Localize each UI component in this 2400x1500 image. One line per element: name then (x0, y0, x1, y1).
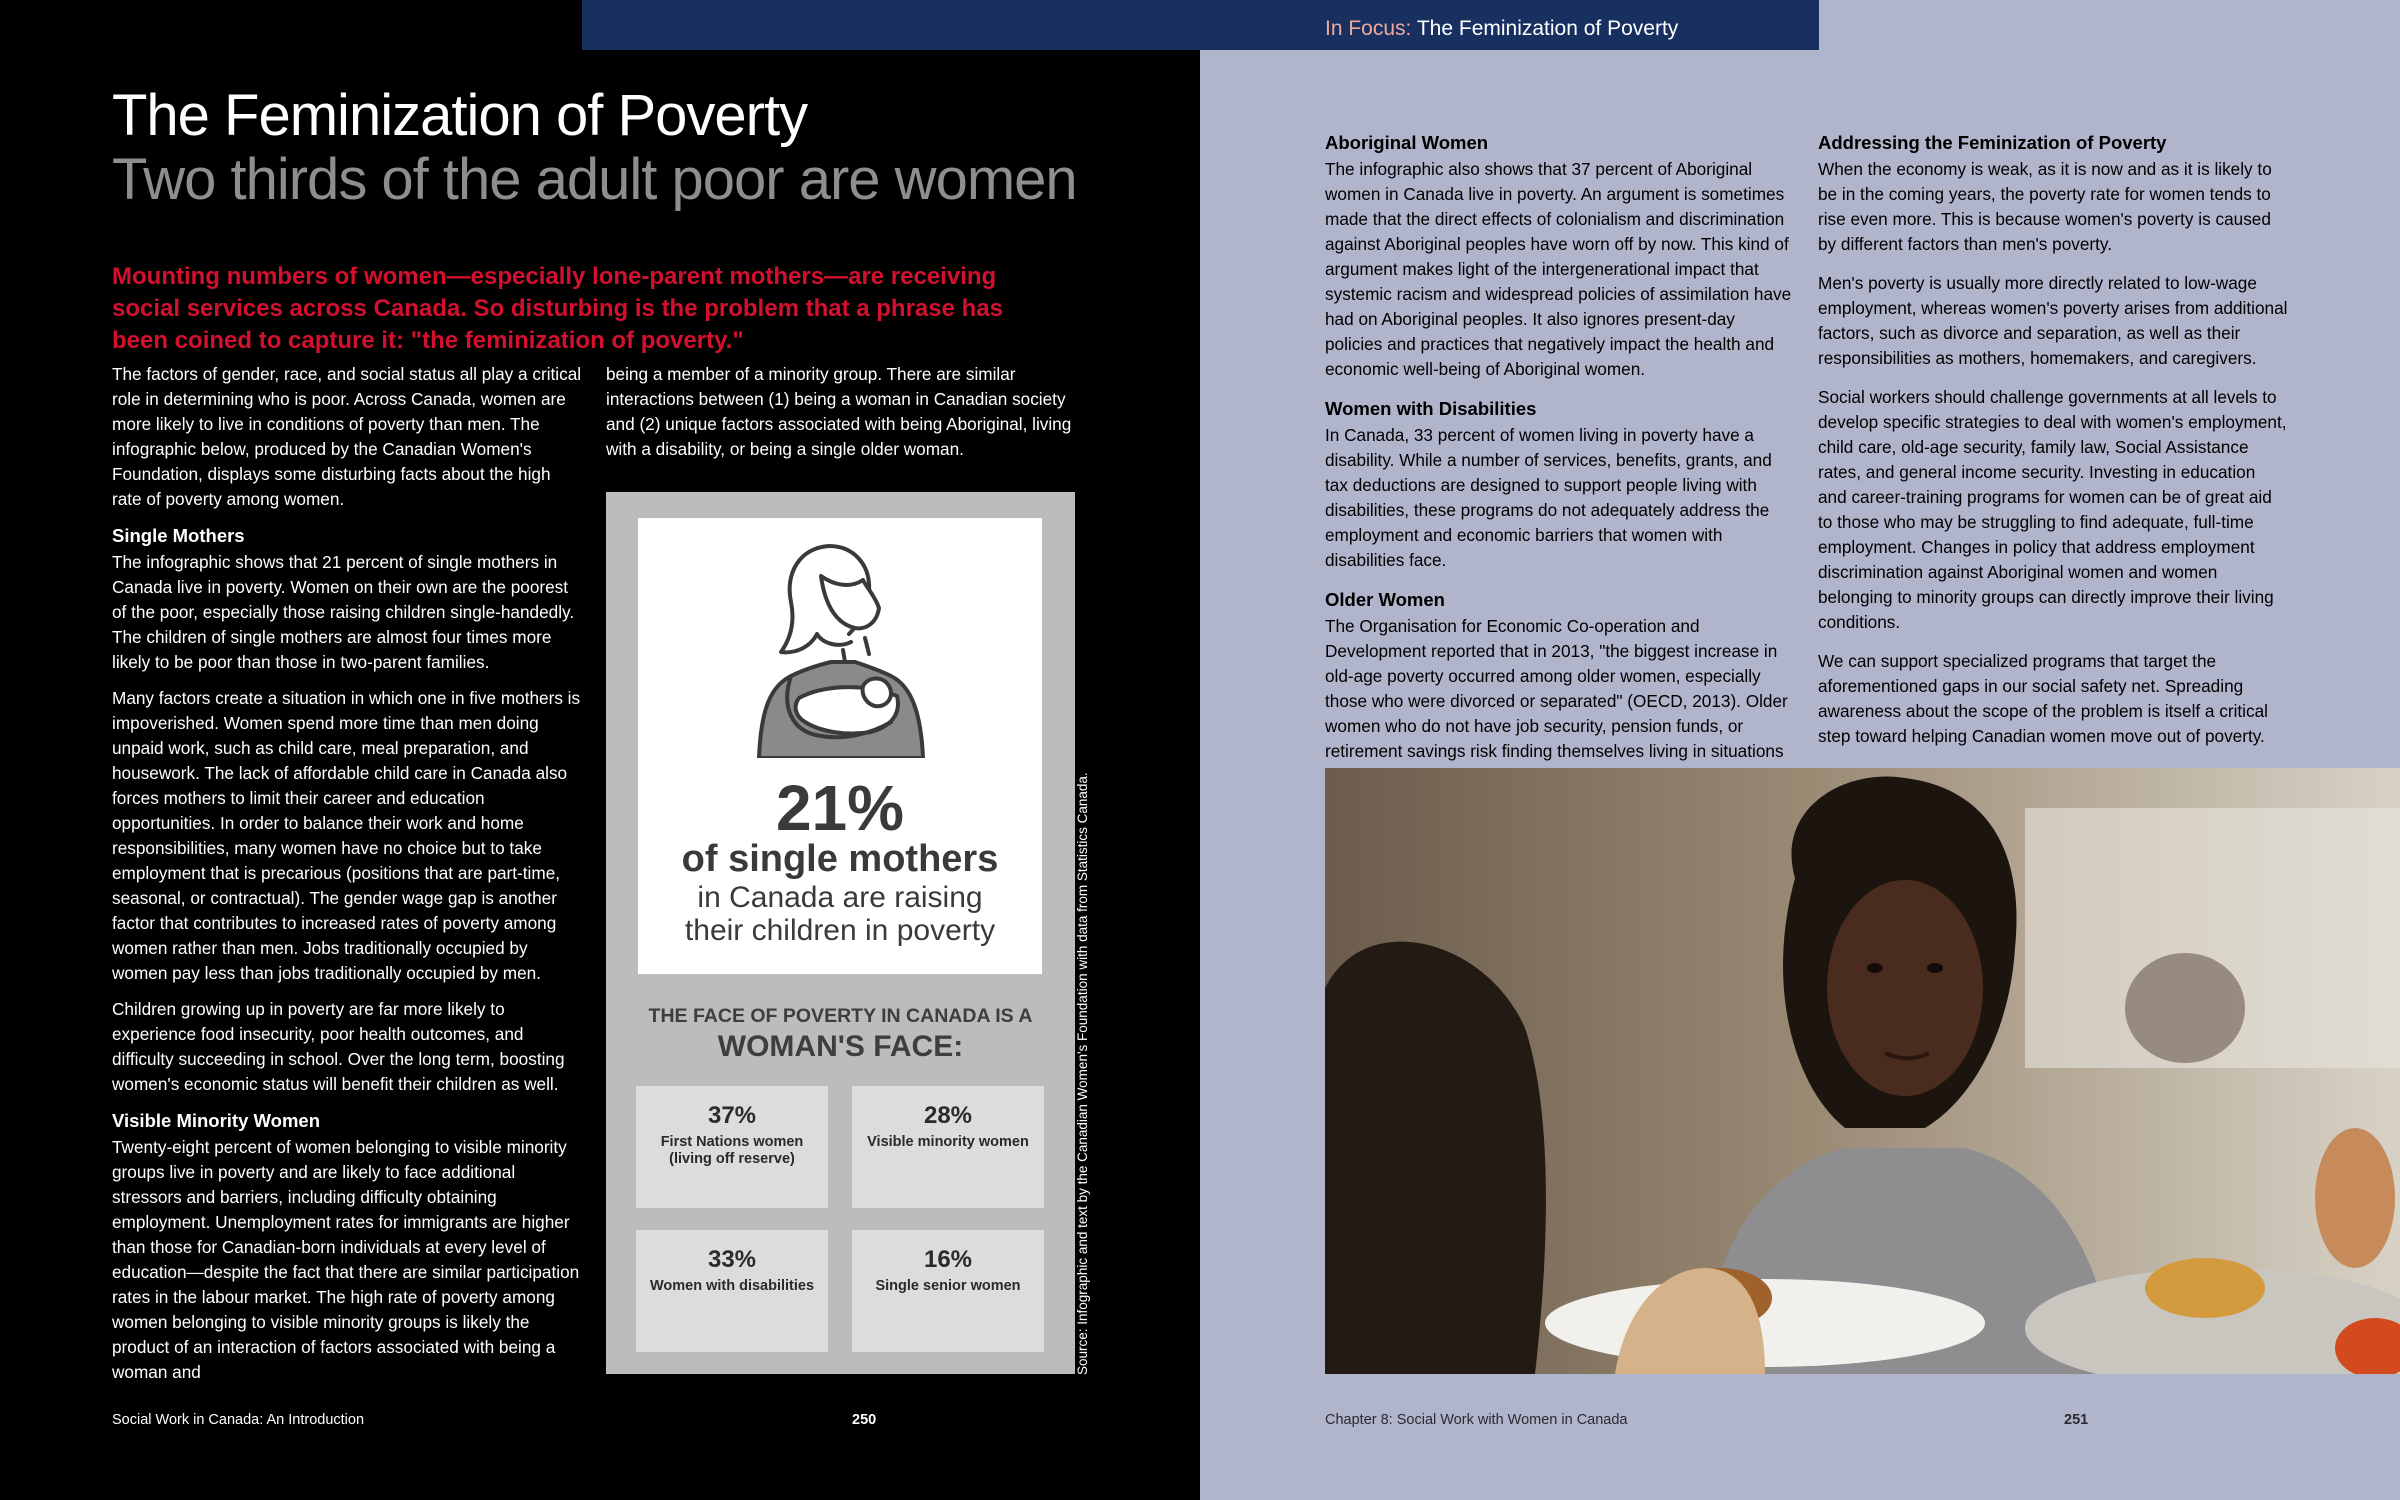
footer-chapter-title: Chapter 8: Social Work with Women in Canada (1325, 1412, 1628, 1428)
paragraph: We can support specialized programs that target the aforementioned gaps in our social safety net. Spreading awareness about the scope of the problem is itself a critical step toward helping Canadian women move out of poverty. (1818, 651, 2268, 746)
paragraph: Twenty-eight percent of women belonging to visible minority groups live in poverty and are likely to face additional stressors and barriers, including difficulty obtaining employment. Unemployment rates for immigrants are higher than those for Canadian-born individuals at every level of education—despite the fact that there are similar participation rates in the labour market. The high rate of poverty among women belonging to visible minority groups is likely the product of an interaction of factors associated with being a woman and (112, 1137, 580, 1382)
stat-percent: 33% (707, 1246, 757, 1273)
paragraph: being a member of a minority group. There are similar interactions between (1) being a woman in Canadian society and (2) unique factors associated with being Aboriginal, living with a disability, or being a single older woman. (606, 364, 1072, 459)
paragraph: In Canada, 33 percent of women living in poverty have a disability. While a number of services, benefits, grants, and tax deductions are designed to support people living with disabilities, these programs do not adequately address the employment and economic barriers that women with disabilities face. (1325, 425, 1772, 570)
infographic-line-3: their children in poverty (684, 914, 996, 947)
paragraph: Many factors create a situation in which one in five mothers is impoverished. Women spend more time than men doing unpaid work, such as child care, meal preparation, and housework. The lack of affordable child care in Canada also forces mothers to limit their career and education opportunities. In order to balance their work and home responsibilities, many women have no choice but to take employment that is precarious (positions that are part-time, seasonal, or contractual). The gender wage gap is another factor that contributes to increased rates of poverty among women rather than men. Jobs traditionally occupied by women pay less than jobs traditionally occupied by men. (112, 688, 581, 983)
stat-label: First Nations women (living off reserve) (660, 1134, 804, 1167)
heading-addressing: Addressing the Feminization of Poverty (1818, 132, 2167, 153)
infographic-big-percent: 21% (775, 772, 905, 844)
intro-paragraph: The factors of gender, race, and social status all play a critical role in determining who is poor. Across Canada, women are more likely to live in conditions of poverty than men. The infographic below, produced by the Canadian Women's Foundation, displays some disturbing facts about the high rate of poverty among women. (112, 364, 582, 509)
stat-label: Visible minority women (867, 1134, 1029, 1150)
infographic-line-1: of single mothers (681, 838, 999, 880)
stat-box (852, 1086, 1044, 1208)
page-title: The Feminization of Poverty (112, 83, 808, 148)
heading-women-disabilities: Women with Disabilities (1325, 398, 1537, 419)
page-number-left: 250 (852, 1412, 877, 1428)
header-title: The Feminization of Poverty (1416, 17, 1679, 40)
right-column-1 (1325, 130, 1795, 803)
paragraph: The infographic shows that 21 percent of single mothers in Canada live in poverty. Women on their own are the poorest of the poor, especially those raising children single-handedly. The children of single mothers are almost four times more likely to be poor than those in two-parent families. (112, 552, 575, 672)
left-column-1 (112, 362, 582, 1396)
paragraph: The infographic also shows that 37 percent of Aboriginal women in Canada live in poverty. An argument is sometimes made that the direct effects of colonialism and discrimination against Aboriginal peoples have worn off by now. This kind of argument makes light of the intergenerational impact that systemic racism and widespread policies of assimilation have had on Aboriginal peoples. It also ignores present-day policies and practices that negatively impact the health and economic well-being of Aboriginal women. (1325, 159, 1792, 379)
right-column-2 (1818, 130, 2288, 763)
infographic (606, 492, 1075, 1374)
stat-percent: 28% (923, 1102, 973, 1129)
stat-percent: 37% (707, 1102, 757, 1129)
face-heading-line-2: WOMAN'S FACE: (717, 1030, 964, 1063)
heading-single-mothers: Single Mothers (112, 525, 245, 546)
page-subtitle: Two thirds of the adult poor are women (112, 147, 1077, 212)
face-heading-line-1: THE FACE OF POVERTY IN CANADA IS A (648, 1005, 1033, 1027)
paragraph: Children growing up in poverty are far more likely to experience food insecurity, poor health outcomes, and difficulty succeeding in school. Over the long term, boosting women's economic status will benefit their children as well. (112, 999, 565, 1094)
stat-box (636, 1086, 828, 1208)
stat-label: Women with disabilities (649, 1278, 815, 1294)
paragraph: The Organisation for Economic Co-operation and Development reported that in 2013, "the biggest increase in old-age poverty occurred among older women, especially those who were divorced or separated" (OECD, 2013). Older women who do not have job security, pension funds, or retirement savings risk finding themselves living in situations (1325, 616, 1788, 761)
mother-holding-baby-icon (751, 536, 931, 758)
heading-aboriginal-women: Aboriginal Women (1325, 132, 1489, 153)
running-header (1325, 17, 1678, 41)
heading-older-women: Older Women (1325, 589, 1445, 610)
stat-label: Single senior women (875, 1278, 1021, 1294)
footer-book-title: Social Work in Canada: An Introduction (112, 1412, 365, 1428)
lead-paragraph: Mounting numbers of women—especially lone-parent mothers—are receiving social services across Canada. So disturbing is the problem that a phrase has been coined to capture it: "the feminization of poverty." (112, 263, 1003, 354)
paragraph: Men's poverty is usually more directly related to low-wage employment, whereas women's poverty arises from additional factors, such as divorce and separation, as well as their responsibilities as mothers, homemakers, and caregivers. (1818, 273, 2288, 368)
page-number-right: 251 (2064, 1412, 2089, 1428)
stat-box (852, 1230, 1044, 1352)
paragraph: Social workers should challenge governments at all levels to develop specific strategies to deal with women's employment, child care, old-age security, family law, Social Assistance rates, and general income security. Investing in education and career-training programs for women can be of great aid to those who may be struggling to find adequate, full-time employment. Changes in policy that address employment discrimination against Aboriginal women and women belonging to minority groups can directly improve their living conditions. (1818, 387, 2287, 632)
infographic-line-2: in Canada are raising (697, 881, 983, 914)
stat-percent: 16% (923, 1246, 973, 1273)
photo-woman-food-bank (1325, 768, 2400, 1374)
infographic-card (638, 518, 1042, 974)
left-column-2 (606, 362, 1086, 473)
heading-visible-minority: Visible Minority Women (112, 1110, 320, 1131)
stat-box (636, 1230, 828, 1352)
paragraph: When the economy is weak, as it is now and as it is likely to be in the coming years, the poverty rate for women tends to rise even more. This is because women's poverty is caused by different factors than men's poverty. (1818, 159, 2272, 254)
infographic-source: Source: Infographic and text by the Canadian Women's Foundation with data from Statistics Canada. (1075, 772, 1090, 1375)
header-prefix: In Focus: (1325, 17, 1412, 40)
